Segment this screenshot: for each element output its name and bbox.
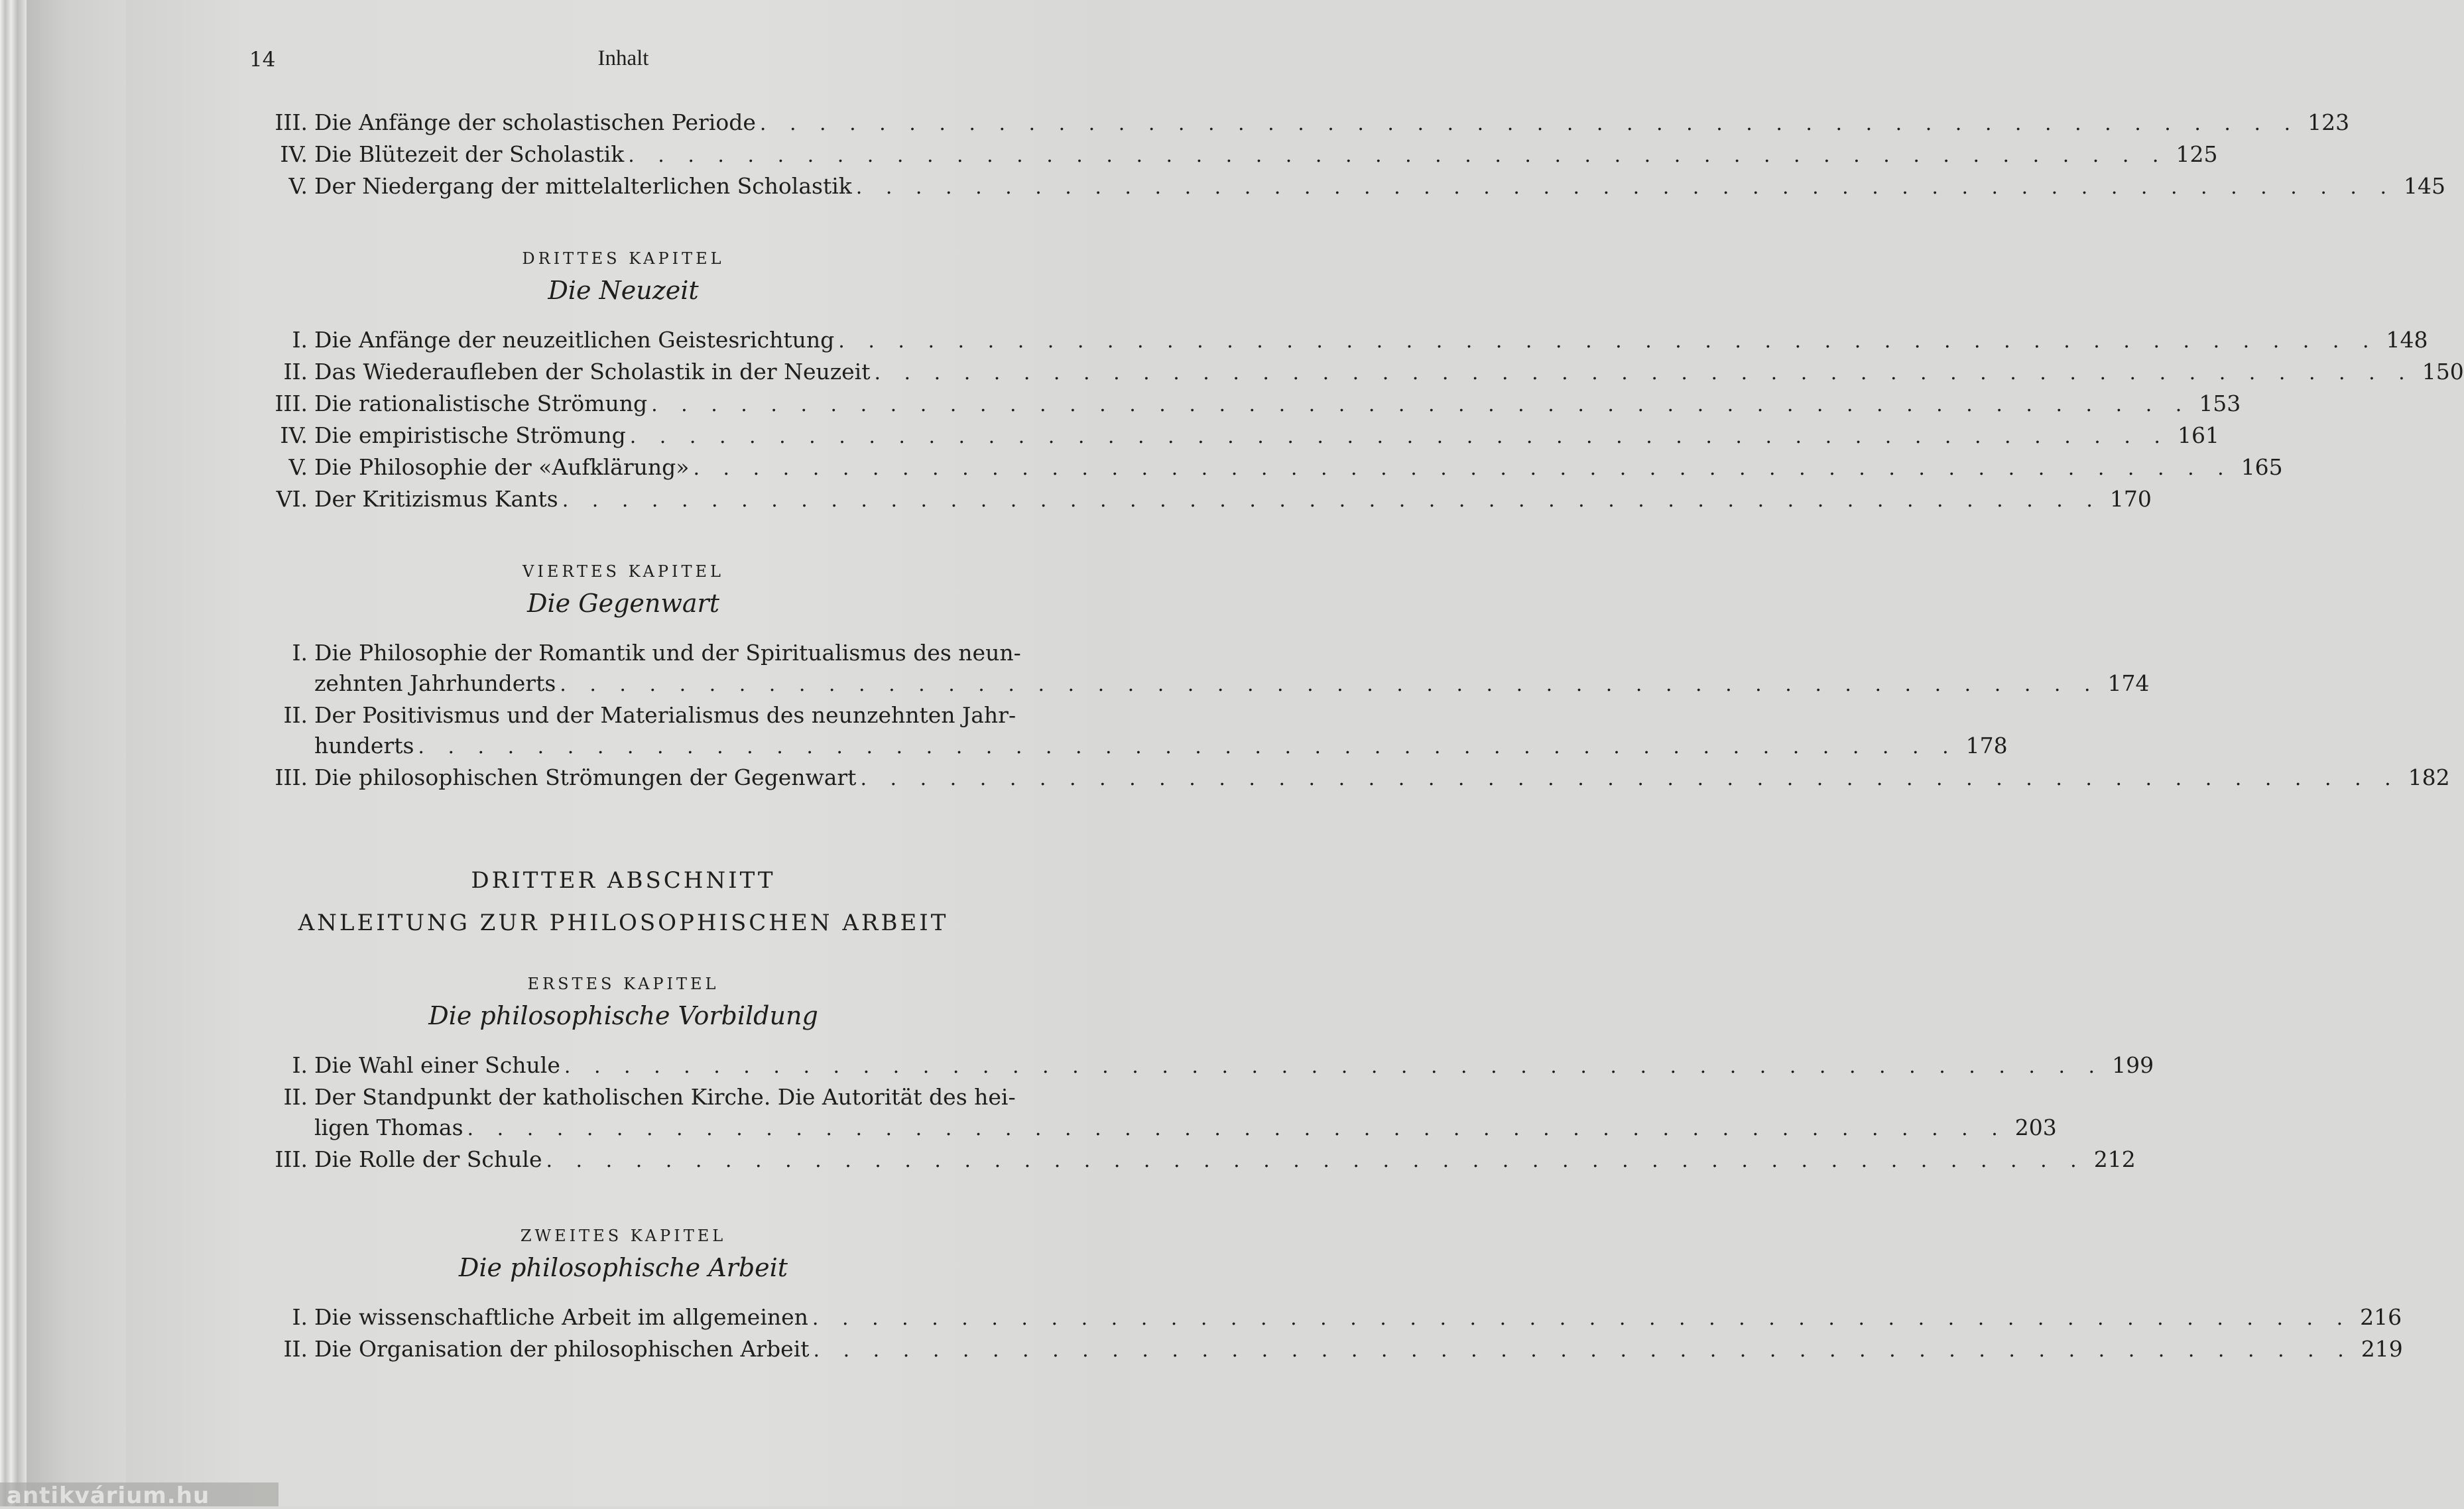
entry-number: I. bbox=[292, 640, 308, 666]
dot-leader: . . . . . . . . . . . . . . . . . . . . . . . . . . . . . . . . . . . . . . . . . . . . . . . . . . . . bbox=[418, 735, 1957, 758]
toc-entry bbox=[247, 325, 2428, 357]
entry-title: Der Kritizismus Kants bbox=[314, 486, 558, 512]
entry-title: Der Niedergang der mittelalterlichen Scholastik bbox=[314, 173, 852, 199]
page-header bbox=[247, 40, 1000, 80]
entry-title-line2: zehnten Jahrhunderts bbox=[314, 670, 556, 696]
toc-entry bbox=[247, 700, 2008, 762]
dot-leader: . . . . . . . . . . . . . . . . . . . . . . . . . . . . . . . . . . . . . . . . . . . . . . . . . . . . bbox=[812, 1307, 2352, 1330]
entry-page: 145 bbox=[2404, 173, 2446, 199]
entry-page: 216 bbox=[2360, 1304, 2402, 1330]
dot-leader: . . . . . . . . . . . . . . . . . . . . . . . . . . . . . . . . . . . . . . . . . . . . . . . . . . . . bbox=[629, 425, 2169, 448]
entry-page: 123 bbox=[2308, 109, 2350, 135]
chapter-heading: ZWEITES KAPITEL bbox=[520, 1227, 727, 1245]
entry-page: 174 bbox=[2107, 670, 2150, 696]
chapter-heading: VIERTES KAPITEL bbox=[523, 562, 724, 581]
toc-entry bbox=[247, 1302, 2402, 1334]
entry-page: 148 bbox=[2386, 327, 2428, 353]
entry-number: III. bbox=[275, 109, 308, 135]
dot-leader: . . . . . . . . . . . . . . . . . . . . . . . . . . . . . . . . . . . . . . . . . . . . . . . . . . . . bbox=[546, 1149, 2085, 1172]
section-title: ANLEITUNG ZUR PHILOSOPHISCHEN ARBEIT bbox=[298, 910, 949, 936]
toc-section-arbeit bbox=[247, 1302, 2403, 1366]
entry-page: 161 bbox=[2177, 422, 2219, 448]
entry-number: III. bbox=[275, 1146, 308, 1172]
entry-page: 199 bbox=[2112, 1052, 2154, 1078]
entry-page: 153 bbox=[2199, 391, 2241, 416]
section-heading bbox=[247, 859, 1000, 944]
entry-title: Das Wiederaufleben der Scholastik in der Neuzeit bbox=[314, 359, 871, 385]
entry-page: 212 bbox=[2093, 1146, 2136, 1172]
page-number: 14 bbox=[249, 48, 276, 72]
chapter-subtitle: Die Neuzeit bbox=[548, 276, 699, 305]
entry-title: Die Philosophie der «Aufklärung» bbox=[314, 454, 690, 480]
toc-entry bbox=[247, 389, 2241, 420]
toc-entry bbox=[247, 638, 2150, 700]
toc-entry bbox=[247, 420, 2219, 452]
toc-entry bbox=[247, 139, 2218, 171]
entry-page: 170 bbox=[2109, 486, 2152, 512]
toc-entry bbox=[247, 171, 2446, 203]
entry-number: V. bbox=[288, 173, 308, 199]
entry-title-line2: hunderts bbox=[314, 733, 414, 758]
dot-leader: . . . . . . . . . . . . . . . . . . . . . . . . . . . . . . . . . . . . . . . . . . . . . . . . . . . . bbox=[564, 1055, 2104, 1078]
entry-title: Die rationalistische Strömung bbox=[314, 391, 648, 416]
dot-leader: . . . . . . . . . . . . . . . . . . . . . . . . . . . . . . . . . . . . . . . . . . . . . . . . . . . . bbox=[855, 176, 2396, 199]
toc-entry bbox=[247, 1144, 2136, 1176]
entry-page: 203 bbox=[2014, 1115, 2057, 1140]
dot-leader: . . . . . . . . . . . . . . . . . . . . . . . . . . . . . . . . . . . . . . . . . . . . . . . . . . . . bbox=[838, 330, 2378, 353]
entry-number: III. bbox=[275, 391, 308, 416]
entry-title-line1: Der Positivismus und der Materialismus des neunzehnten Jahr- bbox=[314, 702, 1016, 728]
toc-entry bbox=[247, 484, 2152, 516]
entry-title-line1: Der Standpunkt der katholischen Kirche. Die Autorität des hei- bbox=[314, 1084, 1016, 1110]
entry-page: 150 bbox=[2422, 359, 2464, 385]
toc-section-top bbox=[247, 107, 2446, 203]
entry-number: II. bbox=[283, 702, 308, 728]
toc-entry bbox=[247, 1334, 2403, 1366]
dot-leader: . . . . . . . . . . . . . . . . . . . . . . . . . . . . . . . . . . . . . . . . . . . . . . . . . . . . bbox=[874, 361, 2414, 385]
entry-number: II. bbox=[283, 359, 308, 385]
page-gutter-shadow bbox=[27, 0, 126, 1506]
toc-entry bbox=[247, 452, 2283, 484]
entry-number: IV. bbox=[280, 422, 308, 448]
entry-number: I. bbox=[292, 1304, 308, 1330]
dot-leader: . . . . . . . . . . . . . . . . . . . . . . . . . . . . . . . . . . . . . . . . . . . . . . . . . . . . bbox=[562, 489, 2101, 512]
toc-section-gegenwart bbox=[247, 638, 2450, 794]
entry-number: I. bbox=[292, 1052, 308, 1078]
entry-title: Die Anfänge der neuzeitlichen Geistesrichtung bbox=[314, 327, 835, 353]
section-number: DRITTER ABSCHNITT bbox=[471, 867, 776, 894]
entry-page: 219 bbox=[2361, 1336, 2403, 1362]
entry-number: I. bbox=[292, 327, 308, 353]
watermark bbox=[0, 1482, 278, 1509]
dot-leader: . . . . . . . . . . . . . . . . . . . . . . . . . . . . . . . . . . . . . . . . . . . . . . . . . . . . bbox=[759, 112, 2300, 135]
entry-title: Die empiristische Strömung bbox=[314, 422, 626, 448]
toc-content bbox=[247, 40, 2464, 1366]
entry-number: III. bbox=[275, 764, 308, 790]
entry-number: II. bbox=[283, 1084, 308, 1110]
toc-entry bbox=[247, 107, 2350, 139]
dot-leader: . . . . . . . . . . . . . . . . . . . . . . . . . . . . . . . . . . . . . . . . . . . . . . . . . . . . bbox=[813, 1339, 2353, 1362]
entry-number: VI. bbox=[276, 486, 308, 512]
entry-page: 125 bbox=[2176, 141, 2218, 167]
chapter-subtitle: Die philosophische Vorbildung bbox=[428, 1001, 818, 1030]
entry-title: Die philosophischen Strömungen der Gegenwart bbox=[314, 764, 857, 790]
dot-leader: . . . . . . . . . . . . . . . . . . . . . . . . . . . . . . . . . . . . . . . . . . . . . . . . . . . . bbox=[467, 1117, 2006, 1140]
entry-title: Die wissenschaftliche Arbeit im allgemeinen bbox=[314, 1304, 808, 1330]
toc-entry bbox=[247, 762, 2450, 794]
entry-number: IV. bbox=[280, 141, 308, 167]
toc-entry bbox=[247, 357, 2464, 389]
chapter-subtitle: Die Gegenwart bbox=[527, 589, 719, 618]
toc-section-neuzeit bbox=[247, 325, 2464, 516]
entry-page: 178 bbox=[1965, 733, 2008, 758]
entry-page: 165 bbox=[2241, 454, 2283, 480]
chapter-heading: DRITTES KAPITEL bbox=[522, 249, 725, 268]
entry-number: II. bbox=[283, 1336, 308, 1362]
chapter-subtitle: Die philosophische Arbeit bbox=[458, 1253, 788, 1282]
dot-leader: . . . . . . . . . . . . . . . . . . . . . . . . . . . . . . . . . . . . . . . . . . . . . . . . . . . . bbox=[860, 767, 2400, 790]
toc-section-vorbildung bbox=[247, 1050, 2154, 1176]
running-title: Inhalt bbox=[597, 46, 649, 70]
dot-leader: . . . . . . . . . . . . . . . . . . . . . . . . . . . . . . . . . . . . . . . . . . . . . . . . . . . . bbox=[651, 393, 2191, 416]
watermark-text: antikvárium.hu bbox=[7, 1482, 210, 1509]
entry-title: Die Rolle der Schule bbox=[314, 1146, 542, 1172]
entry-title-line2: ligen Thomas bbox=[314, 1115, 463, 1140]
entry-title: Die Organisation der philosophischen Arbeit bbox=[314, 1336, 810, 1362]
dot-leader: . . . . . . . . . . . . . . . . . . . . . . . . . . . . . . . . . . . . . . . . . . . . . . . . . . . . bbox=[693, 457, 2233, 480]
book-spine-edge bbox=[0, 0, 27, 1506]
entry-page: 182 bbox=[2408, 764, 2450, 790]
entry-title-line1: Die Philosophie der Romantik und der Spiritualismus des neun- bbox=[314, 640, 1021, 666]
chapter-heading: ERSTES KAPITEL bbox=[527, 975, 719, 993]
entry-title: Die Blütezeit der Scholastik bbox=[314, 141, 625, 167]
entry-title: Die Wahl einer Schule bbox=[314, 1052, 560, 1078]
entry-title: Die Anfänge der scholastischen Periode bbox=[314, 109, 756, 135]
dot-leader: . . . . . . . . . . . . . . . . . . . . . . . . . . . . . . . . . . . . . . . . . . . . . . . . . . . . bbox=[560, 673, 2099, 696]
entry-number: V. bbox=[288, 454, 308, 480]
dot-leader: . . . . . . . . . . . . . . . . . . . . . . . . . . . . . . . . . . . . . . . . . . . . . . . . . . . . bbox=[628, 144, 2168, 167]
toc-entry bbox=[247, 1050, 2154, 1082]
toc-entry bbox=[247, 1082, 2057, 1144]
